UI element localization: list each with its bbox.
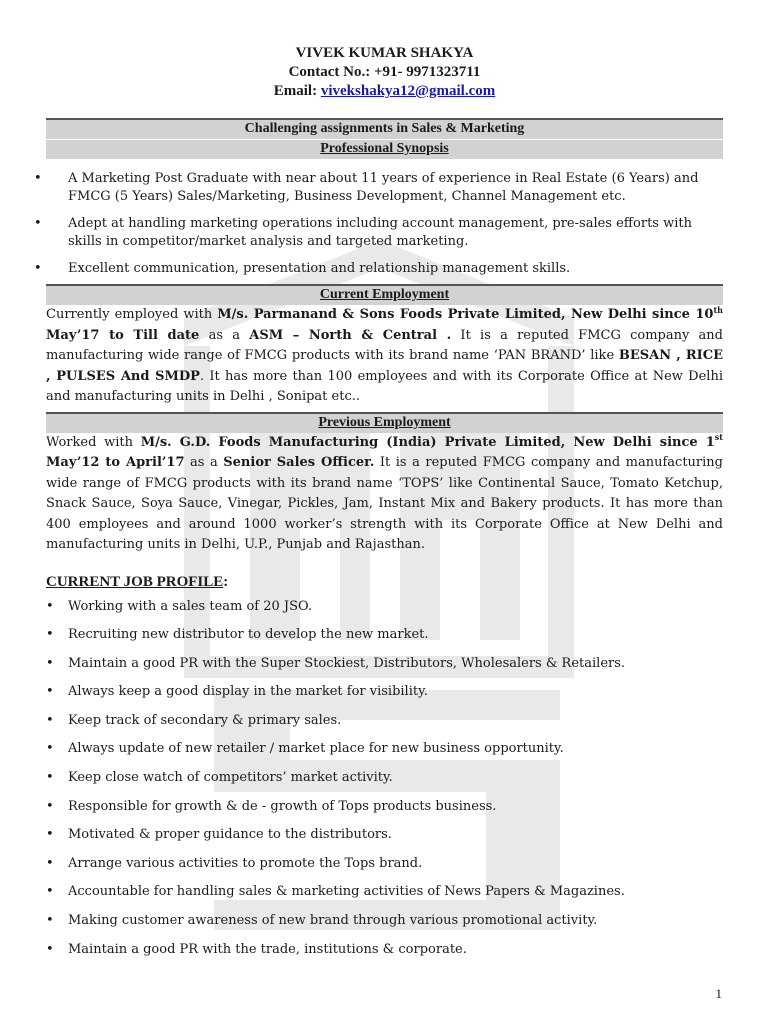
bullet-icon: • [46,798,54,814]
job-profile-heading: CURRENT JOB PROFILE: [46,573,229,590]
list-item: • Adept at handling marketing operations including account management, pre-sales efforts with skills in competitor/market analysis and targeted marketing. [34,216,692,249]
list-item: • Always keep a good display in the market for visibility. [46,684,428,700]
bullet-icon: • [46,941,54,957]
current-employment-text: Currently employed with M/s. Parmanand & Sons Foods Private Limited, New Delhi since 10th May’17 to Till date as a ASM – North & Central . It is a reputed FMCG company and manufacturing wide range of FMCG products with its brand name ‘PAN BRAND’ like BESAN , RICE , PULSES And SMDP. It has more than 100 employees and with its Corporate Office at New Delhi and manufacturing units in Delhi , Sonipat etc.. [46,304,723,404]
bullet-icon: • [46,627,54,643]
current-employment-band [46,284,723,305]
email-label: Email: [273,83,318,99]
list-item: • Keep close watch of competitors’ market activity. [46,770,393,786]
bullet-icon: • [46,684,54,700]
email-link[interactable]: vivekshakya12@gmail.com [320,83,496,99]
current-employment-heading: Current Employment [319,287,450,302]
bullet-icon: • [46,884,54,900]
bullet-icon: • [34,261,42,276]
synopsis-heading: Professional Synopsis [320,141,449,156]
list-item: • Maintain a good PR with the Super Stockiest, Distributors, Wholesalers & Retailers. [46,655,626,671]
bullet-icon: • [46,913,54,929]
email-line [46,82,723,101]
bullet-icon: • [46,655,54,671]
bullet-icon: • [46,827,54,843]
bullet-icon: • [34,171,42,186]
headline-band [46,118,723,139]
list-item: • Working with a sales team of 20 JSO. [46,598,313,614]
synopsis-list [34,170,723,278]
bullet-icon: • [34,216,42,231]
bullet-icon: • [46,741,54,757]
resume-page [34,44,723,969]
page-number: 1 [715,986,722,1001]
list-item: • Always update of new retailer / market place for new business opportunity. [46,741,564,757]
previous-employment-band [46,412,723,433]
bullet-icon: • [46,598,54,614]
list-item: • A Marketing Post Graduate with near about 11 years of experience in Real Estate (6 Years) and FMCG (5 Years) Sales/Marketing, Business Development, Channel Management etc. [34,171,699,204]
resume-header [46,44,723,101]
list-item: • Arrange various activities to promote the Tops brand. [46,855,423,871]
previous-employment-heading: Previous Employment [318,414,451,430]
list-item: • Responsible for growth & de - growth of Tops products business. [46,798,497,814]
contact-line [46,63,723,82]
bullet-icon: • [46,855,54,871]
contact-number: +91- 9971323711 [373,64,481,80]
contact-label: Contact No.: [288,64,371,80]
list-item: • Keep track of secondary & primary sales. [46,712,342,728]
list-item: • Excellent communication, presentation and relationship management skills. [34,261,571,276]
bullet-icon: • [46,712,54,728]
headline-text: Challenging assignments in Sales & Marketing [244,121,525,136]
candidate-name: VIVEK KUMAR SHAKYA [295,45,474,61]
list-item: • Recruiting new distributor to develop the new market. [46,627,429,643]
list-item: • Making customer awareness of new brand through various promotional activity. [46,913,598,929]
job-profile-list [46,598,723,970]
synopsis-band [46,139,723,159]
list-item: • Motivated & proper guidance to the distributors. [46,827,392,843]
previous-employment-text: Worked with M/s. G.D. Foods Manufacturing (India) Private Limited, New Delhi since 1st May’12 to April’17 as a Senior Sales Officer. It is a reputed FMCG company and manufacturing wide range of FMCG products with its brand name ‘TOPS’ like Continental Sauce, Tomato Ketchup, Snack Sauce, Soya Sauce, Vinegar, Pickles, Jam, Instant Mix and Bakery products. It has more than 400 employees and around 1000 worker’s strength with its Corporate Office at New Delhi and manufacturing units in Delhi, U.P., Punjab and Rajasthan. [46,432,723,552]
list-item: • Accountable for handling sales & marketing activities of News Papers & Magazines. [46,884,625,900]
list-item: • Maintain a good PR with the trade, institutions & corporate. [46,941,467,957]
bullet-icon: • [46,770,54,786]
